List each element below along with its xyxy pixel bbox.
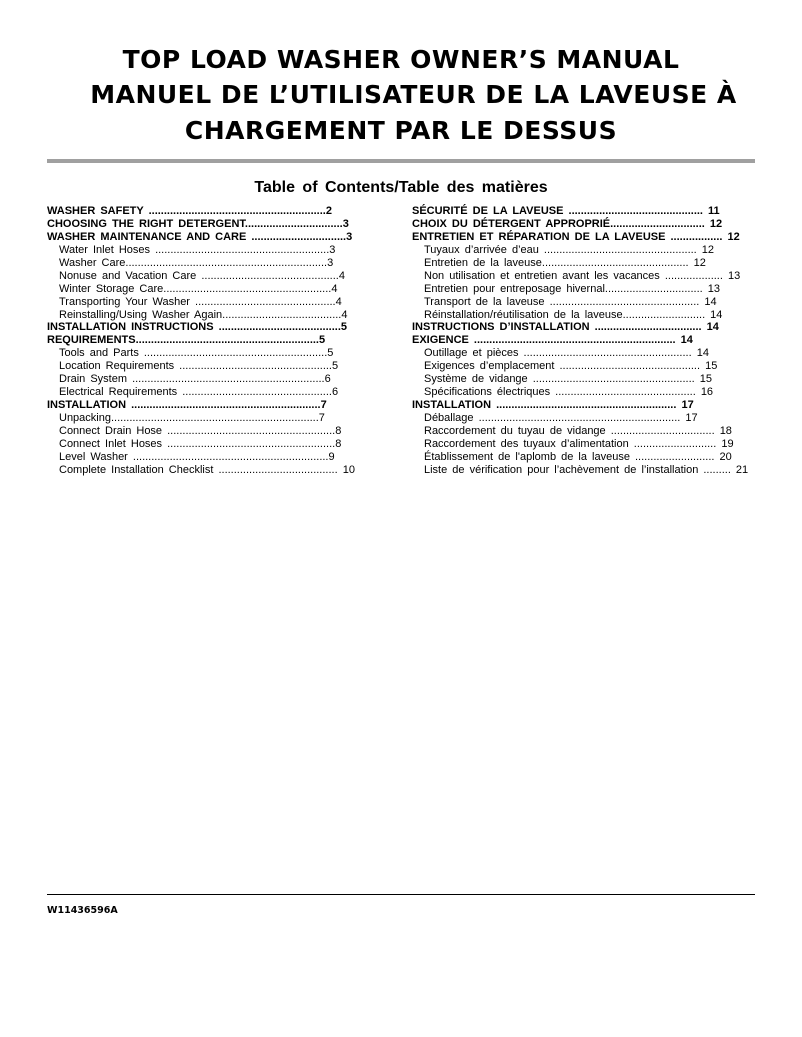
toc-entry[interactable]: ENTRETIEN ET RÉPARATION DE LA LAVEUSE ................. 12 xyxy=(412,230,740,243)
toc-entry[interactable]: Electrical Requirements .................................................6 xyxy=(59,386,339,399)
toc-entry[interactable]: Water Inlet Hoses .........................................................3 xyxy=(59,243,336,256)
toc-entry[interactable]: Liste de vérification pour l’achèvement de l’installation ......... 21 xyxy=(424,463,749,476)
toc-english-column xyxy=(47,205,355,477)
toc-entry[interactable]: Déballage .................................................................. 17 xyxy=(424,412,698,424)
toc-entry[interactable]: Level Washer ................................................................9 xyxy=(59,450,335,463)
toc-entry[interactable]: INSTALLATION ........................................................... 17 xyxy=(412,399,694,412)
toc-entry[interactable]: Entretien de la laveuse................................................ 12 xyxy=(424,256,706,269)
toc-entry[interactable]: Raccordement des tuyaux d’alimentation ........................... 19 xyxy=(424,437,734,450)
toc-entry[interactable]: Exigences d’emplacement .............................................. 15 xyxy=(424,360,718,373)
title-divider xyxy=(47,159,755,163)
document-code: W11436596A xyxy=(47,905,118,916)
toc-entry[interactable]: EXIGENCE .................................................................. 14 xyxy=(412,334,693,347)
toc-entry[interactable]: INSTALLATION INSTRUCTIONS ........................................5 xyxy=(47,321,348,334)
toc-entry[interactable]: Tuyaux d’arrivée d’eau .................................................. 12 xyxy=(424,243,715,256)
toc-entry[interactable]: Spécifications électriques .............................................. 16 xyxy=(424,386,714,399)
toc-entry[interactable]: Drain System ...............................................................6 xyxy=(59,373,331,386)
toc-entry[interactable]: Transporting Your Washer ..............................................4 xyxy=(59,295,342,308)
title-line-1: TOP LOAD WASHER OWNER’S MANUAL xyxy=(122,45,680,74)
toc-entry[interactable]: INSTRUCTIONS D’INSTALLATION ................................... 14 xyxy=(412,321,719,334)
toc-entry[interactable]: Reinstalling/Using Washer Again.......................................4 xyxy=(59,308,348,321)
toc-entry[interactable]: Complete Installation Checklist ....................................... 10 xyxy=(59,463,355,476)
footer-divider xyxy=(47,894,755,895)
toc-entry[interactable]: SÉCURITÉ DE LA LAVEUSE ............................................ 11 xyxy=(412,205,720,217)
toc-entry[interactable]: Outillage et pièces ....................................................... 14 xyxy=(424,347,709,360)
toc-entry[interactable]: CHOOSING THE RIGHT DETERGENT................................3 xyxy=(47,217,349,230)
toc-entry[interactable]: Connect Inlet Hoses .......................................................8 xyxy=(59,437,342,450)
toc-entry[interactable]: Unpacking....................................................................7 xyxy=(59,412,325,424)
toc-heading: Table of Contents/Table des matières xyxy=(254,179,548,196)
toc-entry[interactable]: Tools and Parts ............................................................5 xyxy=(59,347,334,360)
toc-french-column xyxy=(412,205,748,477)
toc-entry[interactable]: REQUIREMENTS............................................................5 xyxy=(47,334,326,347)
toc-entry[interactable]: Entretien pour entreposage hivernal................................ 13 xyxy=(424,282,720,295)
toc-entry[interactable]: Réinstallation/réutilisation de la laveuse........................... 14 xyxy=(424,308,723,321)
toc-entry[interactable]: Nonuse and Vacation Care .............................................4 xyxy=(59,269,345,282)
toc-entry[interactable]: CHOIX DU DÉTERGENT APPROPRIÉ............................... 12 xyxy=(412,217,723,230)
toc-entry[interactable]: Raccordement du tuyau de vidange .................................. 18 xyxy=(424,424,732,437)
toc-entry[interactable]: Établissement de l'aplomb de la laveuse .......................... 20 xyxy=(424,450,732,463)
toc-entry[interactable]: Location Requirements ..................................................5 xyxy=(59,360,339,373)
toc-entry[interactable]: WASHER MAINTENANCE AND CARE ...............................3 xyxy=(47,230,353,243)
toc-entry[interactable]: WASHER SAFETY ..........................................................2 xyxy=(47,205,332,217)
toc-entry[interactable]: Système de vidange ..................................................... 15 xyxy=(424,373,712,386)
toc-entry[interactable]: INSTALLATION ..............................................................7 xyxy=(47,399,327,412)
toc-entry[interactable]: Connect Drain Hose .......................................................8 xyxy=(59,424,342,437)
title-line-2: MANUEL DE L’UTILISATEUR DE LA LAVEUSE À xyxy=(90,80,737,109)
toc-entry[interactable]: Non utilisation et entretien avant les vacances ................... 13 xyxy=(424,269,741,282)
toc-entry[interactable]: Washer Care..................................................................3 xyxy=(59,256,334,269)
title-line-3: CHARGEMENT PAR LE DESSUS xyxy=(184,116,618,145)
toc-entry[interactable]: Transport de la laveuse ................................................. 14 xyxy=(424,295,717,308)
toc-entry[interactable]: Winter Storage Care.......................................................4 xyxy=(59,282,338,295)
